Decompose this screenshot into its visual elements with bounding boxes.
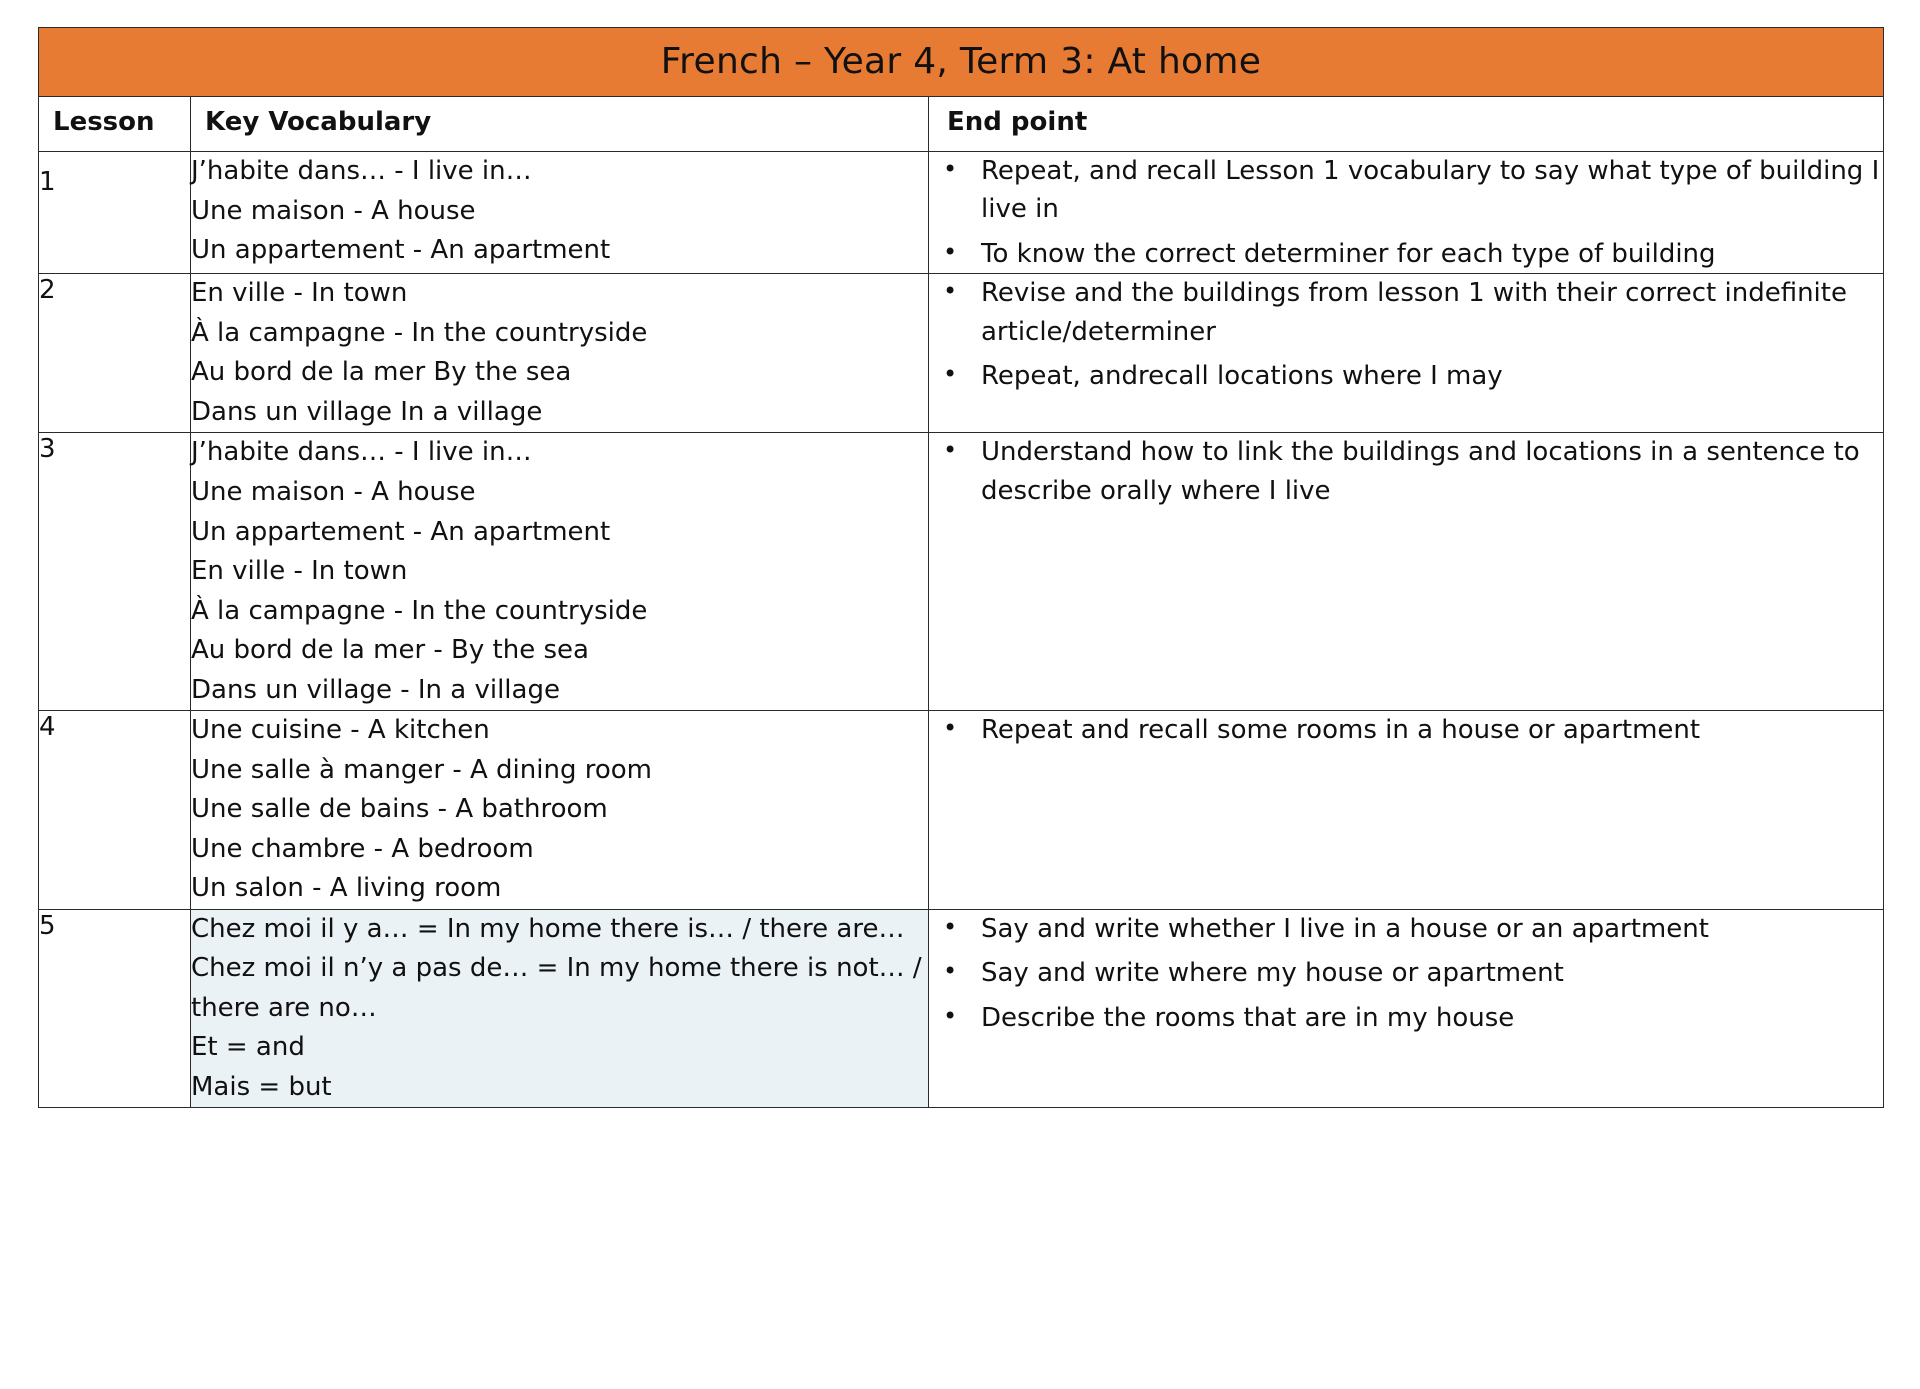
vocabulary-line: Une cuisine - A kitchen <box>191 715 490 746</box>
bullet-icon: • <box>943 957 958 986</box>
end-point-item <box>929 910 1883 948</box>
end-point-item <box>929 999 1883 1037</box>
lesson-number: 1 <box>39 152 191 274</box>
vocabulary-line: Une salle de bains - A bathroom <box>191 794 608 825</box>
bullet-icon: • <box>943 436 958 465</box>
end-point-item <box>929 711 1883 749</box>
vocabulary-line: Mais = but <box>191 1071 332 1102</box>
lesson-number: 5 <box>39 909 191 1108</box>
vocabulary-sheet <box>38 27 1883 1108</box>
end-point-item <box>929 235 1883 273</box>
vocabulary-line: Chez moi il y a… = In my home there is… / there are… <box>191 913 905 944</box>
end-point-text: Describe the rooms that are in my house <box>981 1002 1515 1033</box>
table-row <box>39 274 1884 433</box>
end-point-text: Say and write whether I live in a house or an apartment <box>981 913 1709 944</box>
title-row <box>39 28 1884 97</box>
end-point-text: Repeat and recall some rooms in a house or apartment <box>981 715 1701 746</box>
end-point-list <box>929 274 1883 395</box>
end-point-text: Say and write where my house or apartment <box>981 958 1564 989</box>
vocabulary-line: Dans un village - In a village <box>191 674 560 705</box>
table-row <box>39 909 1884 1108</box>
bullet-icon: • <box>943 155 958 183</box>
bullet-icon: • <box>943 1001 958 1030</box>
end-point-text: Repeat, andrecall locations where I may <box>981 361 1503 392</box>
lesson-number: 2 <box>39 274 191 433</box>
bullet-icon: • <box>943 714 958 743</box>
column-header-end-point <box>929 97 1884 152</box>
vocabulary-line: Une salle à manger - A dining room <box>191 754 652 785</box>
vocabulary-line: J’habite dans… - I live in… <box>191 437 532 468</box>
vocabulary-line: Une maison - A house <box>191 476 476 507</box>
vocabulary-line: Au bord de la mer - By the sea <box>191 635 589 666</box>
bullet-icon: • <box>943 912 958 941</box>
end-point-list <box>929 152 1883 273</box>
vocabulary-line: Chez moi il n’y a pas de… = In my home there is not… / there are no… <box>191 953 922 1023</box>
end-point-item <box>929 274 1883 351</box>
column-header-key-vocabulary-label: Key Vocabulary <box>205 107 432 138</box>
end-point-item <box>929 357 1883 395</box>
end-point-text: Understand how to link the buildings and locations in a sentence to describe orally where I live <box>981 437 1860 506</box>
end-point-cell <box>929 433 1884 711</box>
vocabulary-line: En ville - In town <box>191 278 408 309</box>
vocabulary-line: À la campagne - In the countryside <box>191 595 648 626</box>
column-header-end-point-label: End point <box>947 107 1088 138</box>
vocabulary-line: Dans un village In a village <box>191 396 543 427</box>
bullet-icon: • <box>943 237 958 266</box>
table-row <box>39 152 1884 274</box>
bullet-icon: • <box>943 277 958 306</box>
vocabulary-line: Une chambre - A bedroom <box>191 833 534 864</box>
end-point-cell <box>929 274 1884 433</box>
key-vocabulary-cell <box>191 711 929 910</box>
key-vocabulary-cell <box>191 909 929 1108</box>
end-point-cell <box>929 711 1884 910</box>
table-row <box>39 711 1884 910</box>
key-vocabulary-cell <box>191 152 929 274</box>
table-row <box>39 433 1884 711</box>
end-point-list <box>929 910 1883 1037</box>
end-point-item <box>929 954 1883 992</box>
vocabulary-line: Et = and <box>191 1032 305 1063</box>
column-header-lesson <box>39 97 191 152</box>
document-title: French – Year 4, Term 3: At home <box>660 41 1262 83</box>
bullet-icon: • <box>943 360 958 389</box>
vocabulary-line: Au bord de la mer By the sea <box>191 357 572 388</box>
end-point-list <box>929 711 1883 749</box>
vocabulary-line: Un salon - A living room <box>191 873 502 904</box>
vocabulary-line: Un appartement - An apartment <box>191 235 611 266</box>
end-point-text: Repeat, and recall Lesson 1 vocabulary to say what type of building I live in <box>981 156 1880 225</box>
end-point-text: To know the correct determiner for each type of building <box>981 238 1716 269</box>
vocabulary-line: J’habite dans… - I live in… <box>191 156 532 186</box>
vocabulary-line: À la campagne - In the countryside <box>191 317 648 348</box>
key-vocabulary-cell <box>191 433 929 711</box>
end-point-item <box>929 433 1883 510</box>
lesson-number: 4 <box>39 711 191 910</box>
header-row <box>39 97 1884 152</box>
vocabulary-line: En ville - In town <box>191 556 408 587</box>
column-header-key-vocabulary <box>191 97 929 152</box>
end-point-item <box>929 152 1883 229</box>
end-point-cell <box>929 152 1884 274</box>
column-header-lesson-label: Lesson <box>53 107 155 138</box>
key-vocabulary-cell <box>191 274 929 433</box>
lesson-number: 3 <box>39 433 191 711</box>
end-point-text: Revise and the buildings from lesson 1 with their correct indefinite article/determiner <box>981 278 1847 347</box>
vocabulary-line: Une maison - A house <box>191 195 476 226</box>
end-point-cell <box>929 909 1884 1108</box>
end-point-list <box>929 433 1883 510</box>
curriculum-table <box>38 27 1884 1108</box>
vocabulary-line: Un appartement - An apartment <box>191 516 611 547</box>
title-banner <box>39 28 1884 97</box>
